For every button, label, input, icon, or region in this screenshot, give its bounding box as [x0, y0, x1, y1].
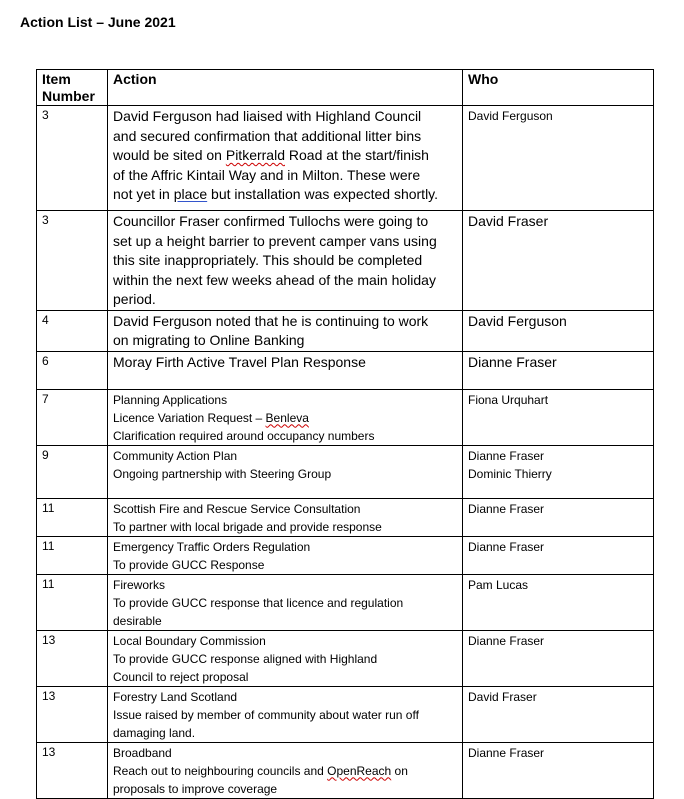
action-cell	[108, 686, 463, 742]
table-row	[37, 351, 654, 389]
who-cell	[463, 742, 654, 798]
action-cell	[108, 536, 463, 574]
who-name: Dianne Fraser	[468, 501, 545, 516]
action-line: period.	[113, 291, 156, 307]
header-item-number-line1: Item	[42, 71, 71, 87]
action-line: within the next few weeks ahead of the main holiday	[113, 271, 436, 288]
item-number: 11	[37, 574, 108, 630]
grammar-marked-word: place	[173, 186, 208, 202]
action-line: Community Action Plan	[113, 448, 238, 463]
table-row	[37, 106, 654, 211]
spellcheck-word: Pitkerrald	[225, 147, 285, 163]
item-number: 13	[37, 686, 108, 742]
action-line: Broadband	[113, 745, 172, 760]
action-line: Issue raised by member of community about water run off	[113, 707, 419, 722]
action-line: Scottish Fire and Rescue Service Consultation	[113, 501, 361, 516]
action-line: Ongoing partnership with Steering Group	[113, 466, 332, 481]
table-row	[37, 536, 654, 574]
action-text: but installation was expected shortly.	[207, 186, 439, 202]
who-name: David Fraser	[468, 213, 549, 229]
action-cell	[108, 211, 463, 311]
table-row	[37, 389, 654, 445]
who-cell	[463, 686, 654, 742]
action-line: Council to reject proposal	[113, 669, 249, 684]
item-number: 9	[37, 445, 108, 498]
header-who: Who	[463, 70, 654, 106]
action-line: Forestry Land Scotland	[113, 689, 238, 704]
action-line: this site inappropriately. This should be completed	[113, 252, 423, 268]
action-text: Road at the start/finish	[285, 147, 429, 163]
header-action: Action	[108, 70, 463, 106]
who-name: Dianne Fraser	[468, 633, 545, 648]
action-line: David Ferguson had liaised with Highland Council	[113, 108, 422, 124]
action-text: Reach out to neighbouring councils and	[113, 763, 328, 778]
action-cell	[108, 498, 463, 536]
table-row	[37, 498, 654, 536]
action-text: Licence Variation Request –	[113, 410, 266, 425]
table-header-row	[37, 70, 654, 106]
action-cell	[108, 742, 463, 798]
action-line: Fireworks	[113, 577, 166, 592]
who-cell	[463, 389, 654, 445]
header-item-number-line2: Number	[42, 88, 95, 104]
action-line: damaging land.	[113, 725, 196, 740]
action-line: Local Boundary Commission	[113, 633, 266, 648]
action-text: not yet in	[113, 186, 174, 202]
spellcheck-word: OpenReach	[327, 763, 392, 778]
action-line: To provide GUCC Response	[113, 557, 265, 572]
who-name: Dianne Fraser	[468, 539, 545, 554]
table-row	[37, 445, 654, 498]
action-line: desirable	[113, 613, 162, 628]
who-cell	[463, 498, 654, 536]
who-name: Dianne Fraser	[468, 745, 545, 760]
item-number: 13	[37, 630, 108, 686]
item-number: 13	[37, 742, 108, 798]
action-line: David Ferguson noted that he is continuing to work	[113, 312, 429, 329]
action-line	[113, 409, 457, 427]
who-name: Pam Lucas	[468, 577, 529, 592]
who-cell	[463, 445, 654, 498]
action-line	[113, 146, 457, 166]
item-number: 4	[37, 310, 108, 351]
action-cell	[108, 351, 463, 389]
action-cell	[108, 106, 463, 211]
who-cell	[463, 351, 654, 389]
who-cell	[463, 211, 654, 311]
who-cell	[463, 630, 654, 686]
action-list-table	[36, 69, 654, 799]
action-line: and secured confirmation that additional litter bins	[113, 127, 422, 144]
item-number: 11	[37, 498, 108, 536]
spellcheck-word: Benleva	[265, 410, 309, 425]
action-line: Planning Applications	[113, 392, 228, 407]
who-name: Dominic Thierry	[468, 466, 552, 481]
action-cell	[108, 574, 463, 630]
who-name: Dianne Fraser	[468, 448, 545, 463]
action-cell	[108, 389, 463, 445]
action-line: To provide GUCC response aligned with Highland	[113, 651, 378, 666]
action-text: on	[391, 763, 408, 778]
item-number: 7	[37, 389, 108, 445]
action-cell	[108, 445, 463, 498]
item-number: 3	[37, 106, 108, 211]
action-cell	[108, 630, 463, 686]
action-line: To partner with local brigade and provide response	[113, 519, 382, 534]
who-name: Fiona Urquhart	[468, 392, 549, 407]
action-line	[113, 185, 457, 205]
table-row	[37, 574, 654, 630]
action-line: Councillor Fraser confirmed Tullochs were going to	[113, 213, 429, 229]
action-line	[113, 762, 457, 780]
table-row	[37, 630, 654, 686]
who-cell	[463, 574, 654, 630]
who-name: David Ferguson	[468, 312, 567, 329]
table-row	[37, 686, 654, 742]
header-item-number	[37, 70, 108, 106]
action-line: of the Affric Kintail Way and in Milton. These were	[113, 166, 421, 183]
item-number: 3	[37, 211, 108, 311]
item-number: 6	[37, 351, 108, 389]
action-line: proposals to improve coverage	[113, 781, 278, 796]
action-line: on migrating to Online Banking	[113, 332, 305, 348]
who-name: Dianne Fraser	[468, 353, 557, 370]
who-name: David Ferguson	[468, 109, 553, 123]
action-line: set up a height barrier to prevent camper vans using	[113, 232, 437, 249]
who-cell	[463, 310, 654, 351]
action-text: would be sited on	[113, 147, 226, 163]
action-cell	[108, 310, 463, 351]
item-number: 11	[37, 536, 108, 574]
table-row	[37, 742, 654, 798]
action-line: To provide GUCC response that licence and regulation	[113, 595, 404, 610]
who-cell	[463, 106, 654, 211]
table-row	[37, 211, 654, 311]
action-line: Clarification required around occupancy numbers	[113, 428, 375, 443]
action-line: Emergency Traffic Orders Regulation	[113, 539, 311, 554]
table-row	[37, 310, 654, 351]
who-name: David Fraser	[468, 689, 537, 704]
document-title: Action List – June 2021	[20, 14, 176, 30]
who-cell	[463, 536, 654, 574]
action-line: Moray Firth Active Travel Plan Response	[113, 353, 366, 370]
